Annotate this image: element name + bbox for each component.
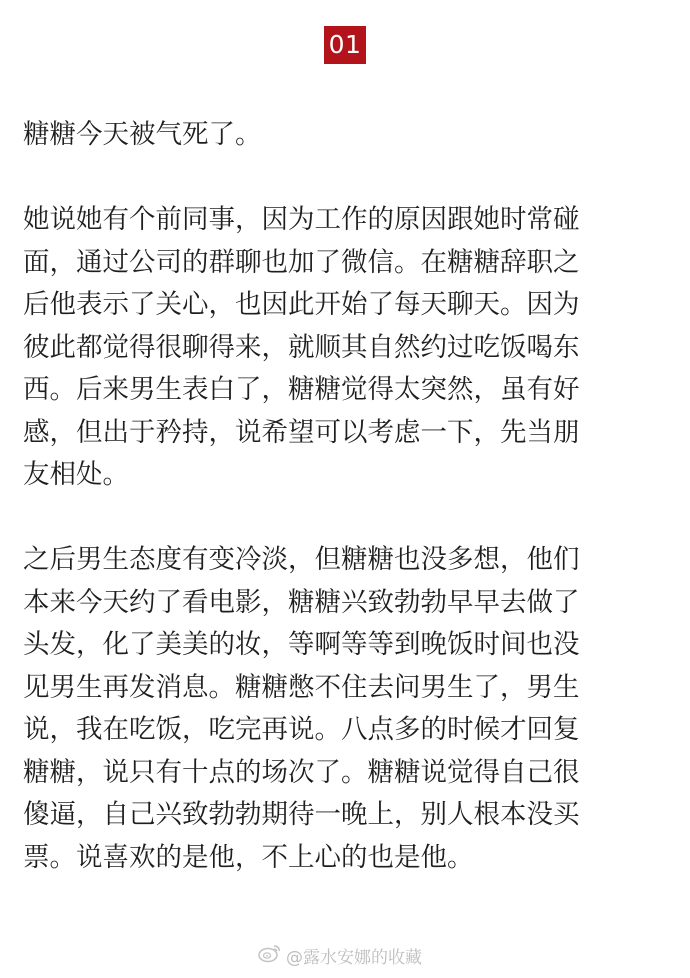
article-body (23, 114, 673, 879)
text-line: 糖糖，说只有十点的场次了。糖糖说觉得自己很 (23, 756, 580, 788)
text-line: 本来今天约了看电影，糖糖兴致勃勃早早去做了 (23, 586, 580, 618)
text-line: 彼此都觉得很聊得来，就顺其自然约过吃饭喝东 (23, 331, 580, 363)
text-line: 说，我在吃饭，吃完再说。八点多的时候才回复 (23, 714, 580, 745)
weibo-icon (258, 943, 286, 968)
section-number-badge: 01 (324, 26, 367, 64)
paragraph-1 (23, 114, 673, 157)
paragraph-3 (23, 539, 673, 879)
paragraph-gap (23, 157, 673, 200)
text-line: 傻逼，自己兴致勃勃期待一晚上，别人根本没买 (23, 799, 580, 830)
text-line: 友相处。 (23, 459, 129, 490)
paragraph-gap (23, 497, 673, 540)
text-line: 感，但出于矜持，说希望可以考虑一下，先当朋 (23, 416, 580, 448)
text-line: 头发，化了美美的妆，等啊等等到晚饭时间也没 (23, 629, 580, 660)
text-line: 她说她有个前同事，因为工作的原因跟她时常碰 (23, 204, 580, 235)
text-line: 后他表示了关心，也因此开始了每天聊天。因为 (23, 289, 580, 320)
watermark (258, 940, 422, 970)
text-line: 票。说喜欢的是他，不上心的也是他。 (23, 841, 474, 873)
text-line: 之后男生态度有变冷淡，但糖糖也没多想，他们 (23, 544, 580, 575)
text-line: 见男生再发消息。糖糖憋不住去问男生了，男生 (23, 671, 580, 703)
text-line: 糖糖今天被气死了。 (23, 119, 262, 150)
text-line: 西。后来男生表白了，糖糖觉得太突然，虽有好 (23, 374, 580, 405)
paragraph-2 (23, 199, 673, 497)
section-header (0, 26, 690, 64)
watermark-text: @露水安娜的收藏 (286, 947, 422, 968)
text-line: 面，通过公司的群聊也加了微信。在糖糖辞职之 (23, 246, 580, 278)
